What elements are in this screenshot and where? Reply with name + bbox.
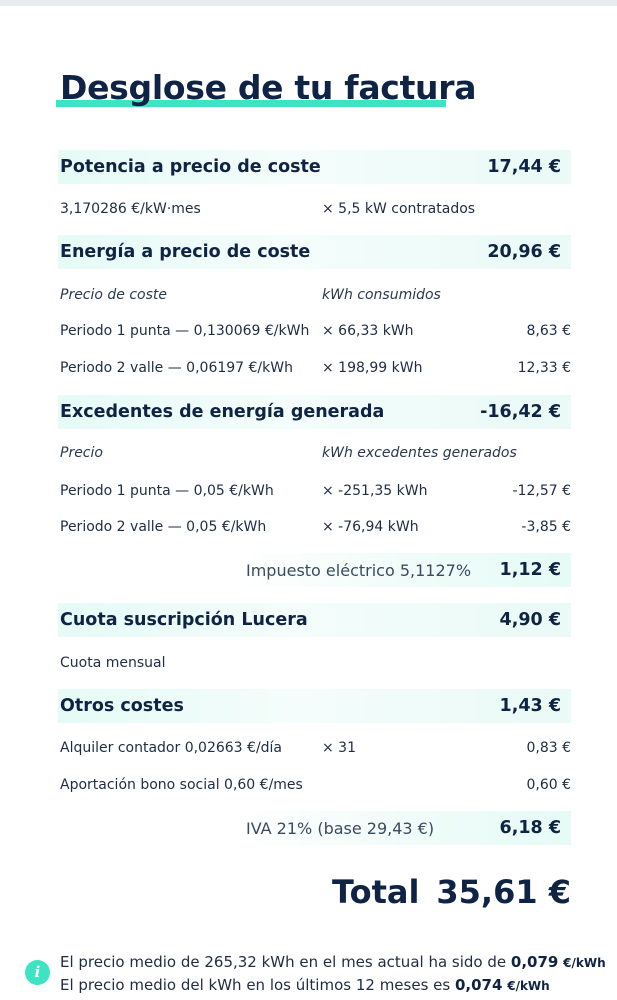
energia-header-price: Precio de coste bbox=[60, 287, 168, 303]
cuota-row bbox=[60, 655, 571, 675]
cuota-row-label: Cuota mensual bbox=[60, 655, 166, 671]
info-line2-prefix: El precio medio del kWh en los últimos 12 meses es bbox=[60, 976, 455, 994]
iva-amount: 6,18 € bbox=[499, 818, 561, 838]
otros-row-concept: Alquiler contador 0,02663 €/día bbox=[60, 740, 283, 756]
otros-row-quantity: × 31 bbox=[322, 740, 356, 756]
info-line-monthly-price bbox=[60, 953, 606, 971]
section-potencia-label: Potencia a precio de coste bbox=[60, 157, 321, 177]
section-otros-label: Otros costes bbox=[60, 696, 184, 716]
otros-row bbox=[60, 777, 571, 797]
section-cuota-label: Cuota suscripción Lucera bbox=[60, 610, 308, 630]
potencia-row-quantity: × 5,5 kW contratados bbox=[322, 201, 476, 217]
energia-row-kwh: × 198,99 kWh bbox=[322, 360, 423, 376]
section-excedentes-label: Excedentes de energía generada bbox=[60, 402, 385, 422]
energia-row-kwh: × 66,33 kWh bbox=[322, 323, 414, 339]
energia-header-kwh: kWh consumidos bbox=[322, 287, 441, 303]
iva-label: IVA 21% (base 29,43 €) bbox=[246, 819, 435, 838]
excedentes-row-kwh: × -251,35 kWh bbox=[322, 483, 428, 499]
otros-row bbox=[60, 740, 571, 760]
excedentes-row-kwh: × -76,94 kWh bbox=[322, 519, 419, 535]
title-block bbox=[60, 68, 476, 107]
excedentes-row-amount: -12,57 € bbox=[512, 483, 571, 499]
excedentes-row-period: Periodo 2 valle — 0,05 €/kWh bbox=[60, 519, 267, 535]
section-otros-amount: 1,43 € bbox=[499, 696, 561, 716]
iva-subtotal bbox=[232, 811, 571, 845]
section-energia bbox=[58, 235, 571, 269]
info-line1-value: 0,079 bbox=[510, 953, 559, 971]
otros-row-amount: 0,83 € bbox=[526, 740, 571, 756]
energia-row bbox=[60, 360, 571, 380]
section-energia-label: Energía a precio de coste bbox=[60, 242, 311, 262]
section-potencia bbox=[58, 150, 571, 184]
section-cuota-amount: 4,90 € bbox=[499, 610, 561, 630]
otros-row-concept: Aportación bono social 0,60 €/mes bbox=[60, 777, 303, 793]
impuesto-subtotal bbox=[232, 553, 571, 587]
otros-row-amount: 0,60 € bbox=[526, 777, 571, 793]
info-line2-value: 0,074 bbox=[454, 976, 503, 994]
excedentes-row bbox=[60, 519, 571, 539]
info-line2-unit: €/kWh bbox=[507, 979, 550, 993]
section-excedentes bbox=[58, 395, 571, 429]
excedentes-row-period: Periodo 1 punta — 0,05 €/kWh bbox=[60, 483, 274, 499]
excedentes-row-amount: -3,85 € bbox=[521, 519, 571, 535]
section-cuota bbox=[58, 603, 571, 637]
energia-row-amount: 8,63 € bbox=[526, 323, 571, 339]
energia-row bbox=[60, 323, 571, 343]
section-excedentes-amount: -16,42 € bbox=[480, 402, 561, 422]
potencia-row bbox=[60, 201, 571, 221]
excedentes-header-kwh: kWh excedentes generados bbox=[322, 445, 517, 461]
energia-row-amount: 12,33 € bbox=[517, 360, 571, 376]
energia-row-period: Periodo 2 valle — 0,06197 €/kWh bbox=[60, 360, 293, 376]
section-otros bbox=[58, 689, 571, 723]
energia-header-row bbox=[60, 287, 571, 307]
top-bar bbox=[0, 0, 617, 6]
info-line-yearly-price bbox=[60, 976, 550, 994]
excedentes-header-row bbox=[60, 445, 571, 465]
info-line1-unit: €/kWh bbox=[563, 956, 606, 970]
potencia-row-price: 3,170286 €/kW·mes bbox=[60, 201, 201, 217]
total-label: Total bbox=[332, 873, 420, 911]
info-line1-prefix: El precio medio de 265,32 kWh en el mes actual ha sido de bbox=[60, 953, 511, 971]
energia-row-period: Periodo 1 punta — 0,130069 €/kWh bbox=[60, 323, 310, 339]
excedentes-row bbox=[60, 483, 571, 503]
section-potencia-amount: 17,44 € bbox=[487, 157, 561, 177]
total-amount: 35,61 € bbox=[436, 873, 571, 911]
impuesto-label: Impuesto eléctrico 5,1127% bbox=[246, 561, 472, 580]
excedentes-header-price: Precio bbox=[60, 445, 103, 461]
info-icon[interactable]: i bbox=[25, 960, 50, 985]
section-energia-amount: 20,96 € bbox=[487, 242, 561, 262]
impuesto-amount: 1,12 € bbox=[499, 560, 561, 580]
page-title: Desglose de tu factura bbox=[60, 68, 477, 107]
